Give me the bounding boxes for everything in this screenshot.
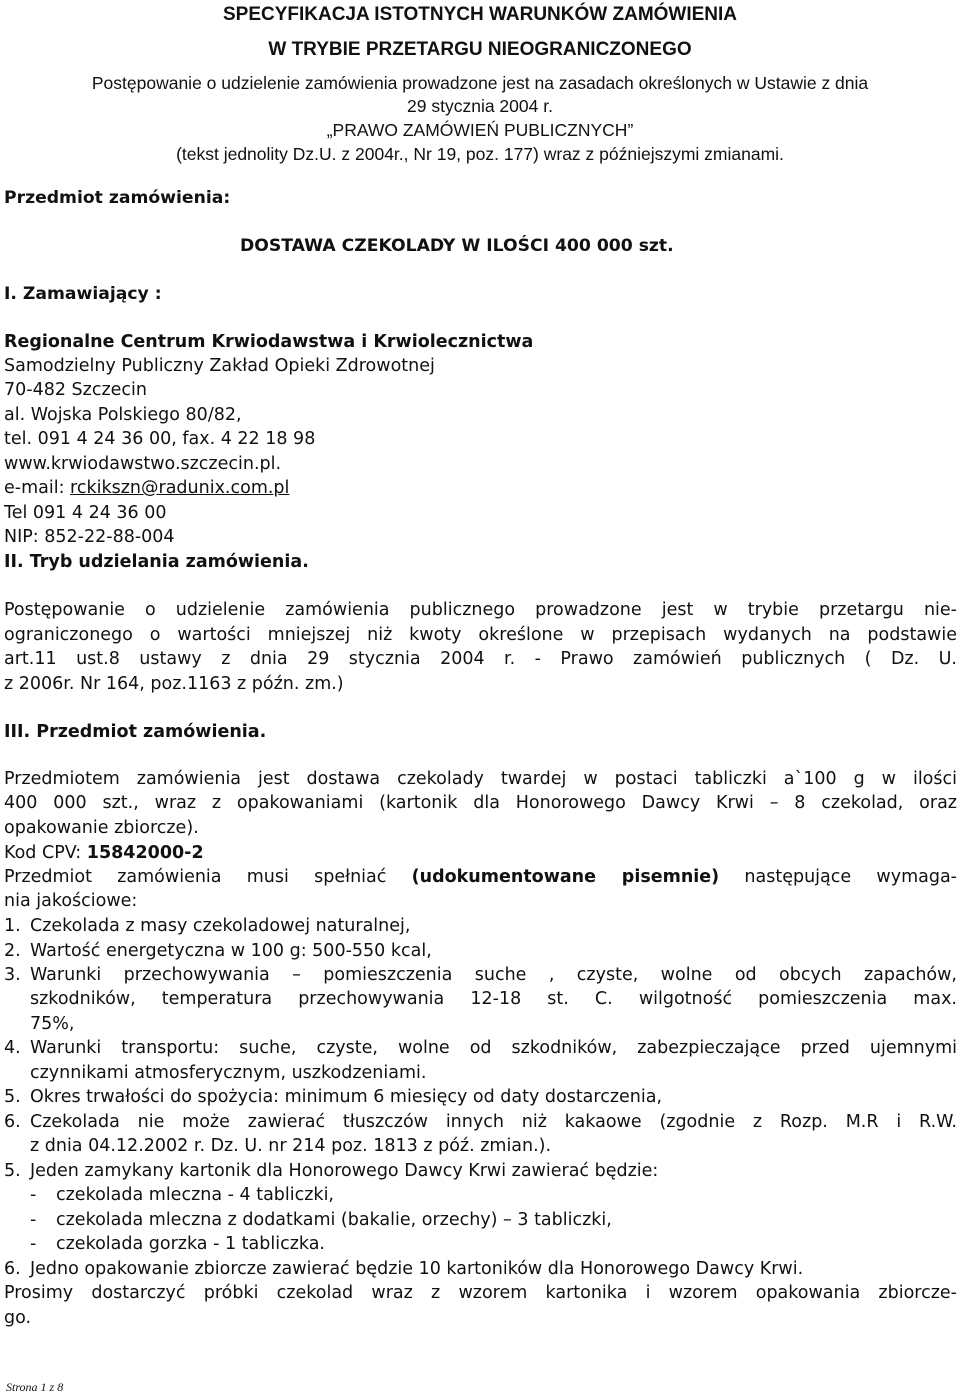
cpv-code-line: [4, 843, 204, 863]
list-item: Jedno opakowanie zbiorcze zawierać będzie 10 kartoników dla Honorowego Dawcy Krwi.: [30, 1259, 804, 1279]
document-subtitle: W TRYBIE PRZETARGU NIEOGRANICZONEGO: [268, 39, 692, 60]
nip-number: NIP: 852-22-88-004: [4, 527, 175, 547]
intro-line-2: 29 stycznia 2004 r.: [407, 96, 553, 116]
email-line: [4, 478, 289, 498]
sub-item-dash: -: [30, 1210, 37, 1230]
subject-desc-line: Przedmiotem zamówienia jest dostawa czekolady twardej w postaci tabliczki a`100 g w ilości: [4, 769, 957, 789]
list-item-number: 4.: [4, 1038, 21, 1058]
closing-line: Prosimy dostarczyć próbki czekolad wraz z wzorem kartonika i wzorem opakowania zbiorcze-: [4, 1283, 957, 1303]
subject-label: Przedmiot zamówienia:: [4, 188, 231, 208]
page-number: Strona 1 z 8: [6, 1380, 64, 1394]
document-title: SPECYFIKACJA ISTOTNYCH WARUNKÓW ZAMÓWIENIA: [222, 4, 738, 25]
subject-desc-line: opakowanie zbiorcze).: [4, 818, 199, 838]
postal-address: 70-482 Szczecin: [4, 380, 147, 400]
subject-value: DOSTAWA CZEKOLADY W ILOŚCI 400 000 szt.: [240, 236, 674, 256]
list-item: Wartość energetyczna w 100 g: 500-550 kcal,: [30, 941, 432, 961]
list-item-cont: czynnikami atmosferycznym, uszkodzeniami.: [30, 1063, 427, 1083]
street-address: al. Wojska Polskiego 80/82,: [4, 405, 242, 425]
closing-line: go.: [4, 1308, 32, 1328]
list-item: Warunki transportu: suche, czyste, wolne od szkodników, zabezpieczające przed ujemnymi: [30, 1038, 957, 1058]
requirements-intro: Przedmiot zamówienia musi spełniać (udokumentowane pisemnie) następujące wymaga-: [4, 867, 957, 887]
sub-item: czekolada gorzka - 1 tabliczka.: [56, 1234, 325, 1254]
procedure-line: art.11 ust.8 ustawy z dnia 29 stycznia 2004 r. - Prawo zamówień publicznych ( Dz. U.: [4, 649, 957, 669]
telephone: Tel 091 4 24 36 00: [4, 503, 167, 523]
procedure-line: ograniczonego o wartości mniejszej niż kwoty określone w przepisach wydanych na podstawie: [4, 625, 957, 645]
sub-item-dash: -: [30, 1234, 37, 1254]
procedure-line: z 2006r. Nr 164, poz.1163 z późn. zm.): [4, 674, 344, 694]
list-item-number: 5.: [4, 1161, 21, 1181]
subject-desc-line: 400 000 szt., wraz z opakowaniami (kartonik dla Honorowego Dawcy Krwi – 8 czekolad, oraz: [4, 793, 957, 813]
cpv-code: 15842000-2: [86, 843, 204, 863]
list-item: Jeden zamykany kartonik dla Honorowego Dawcy Krwi zawierać będzie:: [30, 1161, 659, 1181]
section-2-heading: II. Tryb udzielania zamówienia.: [4, 552, 309, 572]
list-item: Czekolada nie może zawierać tłuszczów innych niż kakaowe (zgodnie z Rozp. M.R i R.W.: [30, 1112, 957, 1132]
list-item-cont: z dnia 04.12.2002 r. Dz. U. nr 214 poz. 1813 z póź. zmian.).: [30, 1136, 552, 1156]
list-item: Czekolada z masy czekoladowej naturalnej,: [30, 916, 411, 936]
sub-item-dash: -: [30, 1185, 37, 1205]
list-item: Warunki przechowywania – pomieszczenia suche , czyste, wolne od obcych zapachów,: [30, 965, 957, 985]
org-subtitle: Samodzielny Publiczny Zakład Opieki Zdrowotnej: [4, 356, 435, 376]
list-item-cont: szkodników, temperatura przechowywania 12-18 st. C. wilgotność pomieszczenia max.: [30, 989, 957, 1009]
sub-item: czekolada mleczna z dodatkami (bakalie, orzechy) – 3 tabliczki,: [56, 1210, 612, 1230]
intro-line-1: Postępowanie o udzielenie zamówienia prowadzone jest na zasadach określonych w Ustawie z dnia: [91, 73, 869, 93]
section-1-heading: I. Zamawiający :: [4, 284, 162, 304]
list-item-number: 6.: [4, 1259, 21, 1279]
phone-fax: tel. 091 4 24 36 00, fax. 4 22 18 98: [4, 429, 316, 449]
website-link[interactable]: www.krwiodawstwo.szczecin.pl.: [4, 454, 282, 474]
list-item-number: 2.: [4, 941, 21, 961]
list-item: Okres trwałości do spożycia: minimum 6 miesięcy od daty dostarczenia,: [30, 1087, 663, 1107]
section-3-heading: III. Przedmiot zamówienia.: [4, 722, 267, 742]
org-name: Regionalne Centrum Krwiodawstwa i Krwiolecznictwa: [4, 332, 534, 352]
requirements-emphasis: (udokumentowane pisemnie): [411, 867, 720, 887]
list-item-number: 1.: [4, 916, 21, 936]
intro-line-3: „PRAWO ZAMÓWIEŃ PUBLICZNYCH”: [326, 120, 634, 140]
list-item-number: 3.: [4, 965, 21, 985]
list-item-number: 5.: [4, 1087, 21, 1107]
email-link[interactable]: rckikszn@radunix.com.pl: [70, 478, 290, 498]
list-item-cont: 75%,: [30, 1014, 75, 1034]
email-label: e-mail:: [4, 478, 71, 498]
procedure-line: Postępowanie o udzielenie zamówienia publicznego prowadzone jest w trybie przetargu nie-: [4, 600, 957, 620]
list-item-number: 6.: [4, 1112, 21, 1132]
intro-line-4: (tekst jednolity Dz.U. z 2004r., Nr 19, poz. 177) wraz z późniejszymi zmianami.: [176, 144, 784, 164]
cpv-label: Kod CPV:: [4, 843, 87, 863]
sub-item: czekolada mleczna - 4 tabliczki,: [56, 1185, 334, 1205]
requirements-intro-cont: nia jakościowe:: [4, 891, 138, 911]
